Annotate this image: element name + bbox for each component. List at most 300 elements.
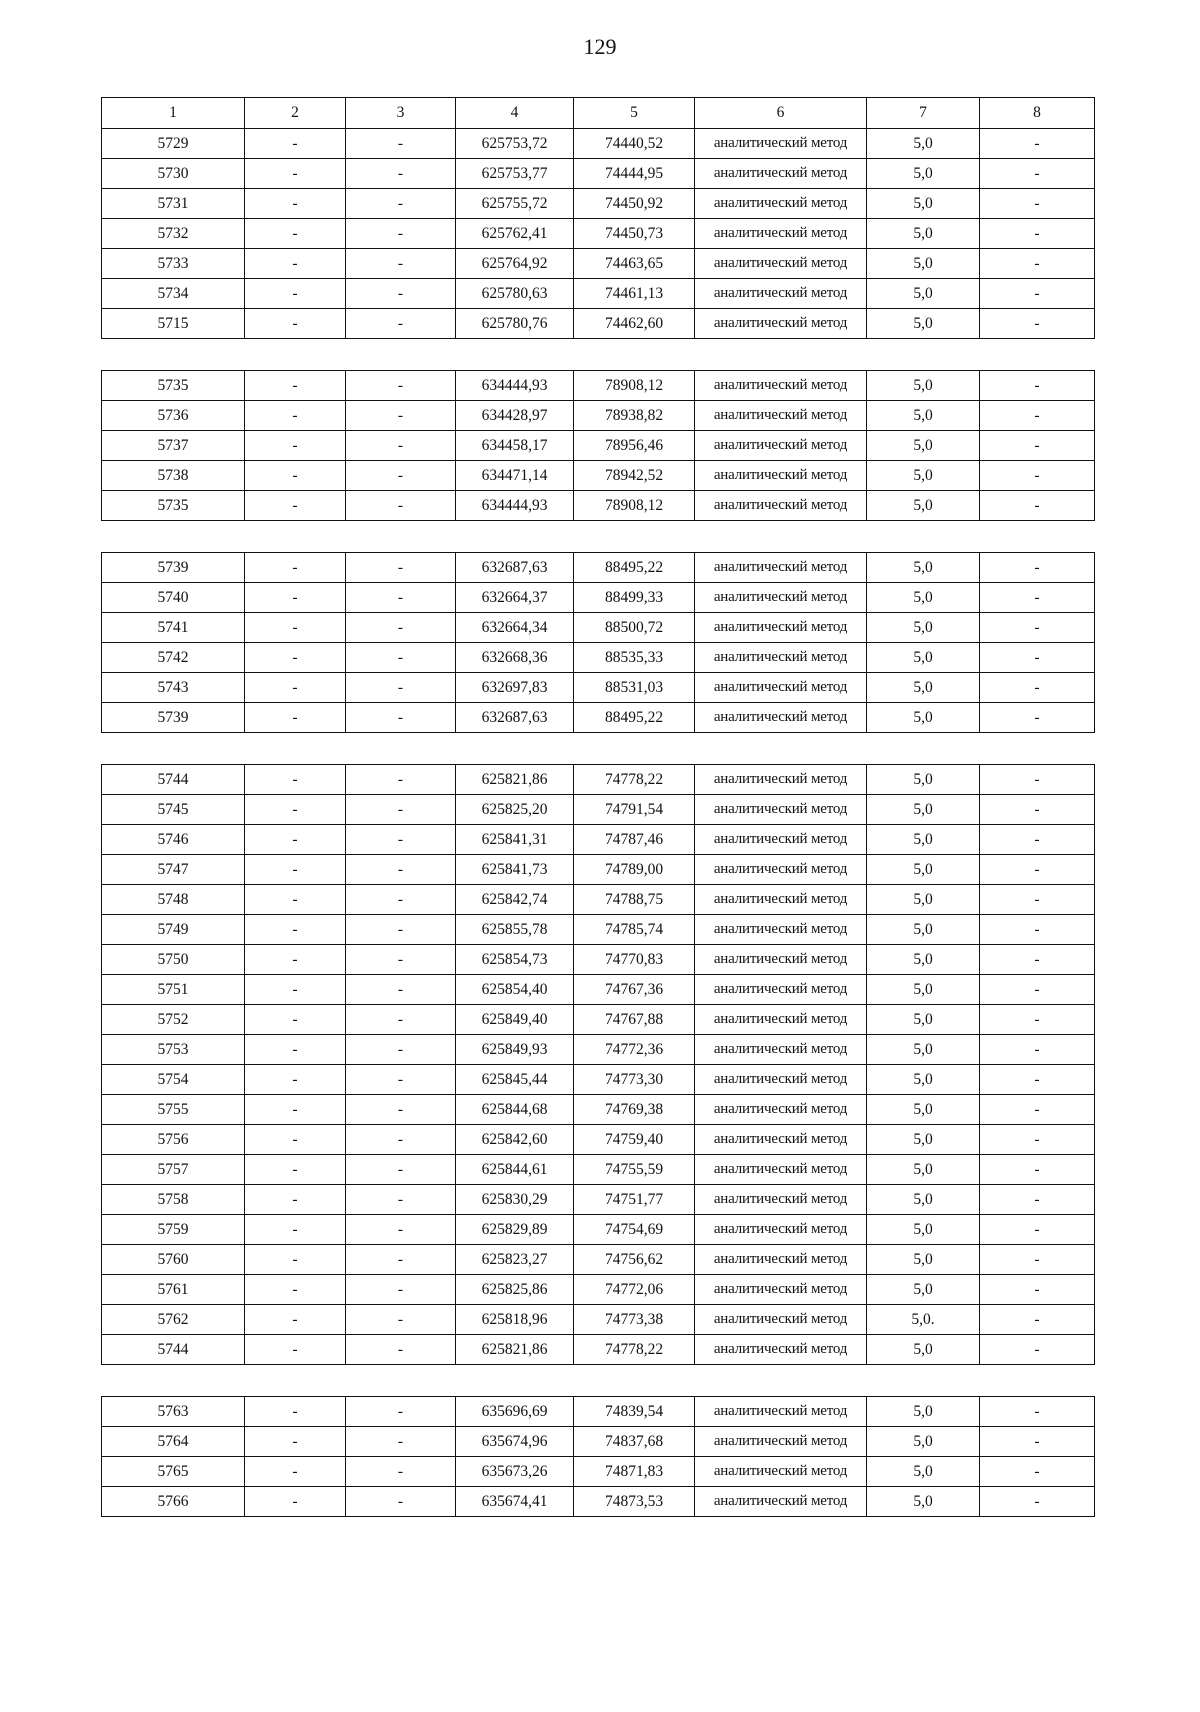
table-cell: аналитический метод xyxy=(695,159,867,189)
table-cell: - xyxy=(980,1335,1095,1365)
table-cell: 74839,54 xyxy=(574,1397,695,1427)
table-cell: - xyxy=(346,765,456,795)
table-cell: - xyxy=(346,855,456,885)
table-cell: 5,0 xyxy=(867,1397,980,1427)
coordinates-table xyxy=(101,370,1095,521)
table-row xyxy=(102,1397,1095,1427)
table-cell: - xyxy=(346,189,456,219)
table-cell: 625829,89 xyxy=(456,1215,574,1245)
table-cell: 5,0 xyxy=(867,915,980,945)
table-cell: 74772,06 xyxy=(574,1275,695,1305)
table-cell: - xyxy=(980,1457,1095,1487)
table-cell: аналитический метод xyxy=(695,461,867,491)
table-cell: 5730 xyxy=(102,159,245,189)
table-cell: - xyxy=(980,309,1095,339)
table-cell: - xyxy=(245,1035,346,1065)
table-cell: - xyxy=(245,1457,346,1487)
table-cell: аналитический метод xyxy=(695,975,867,1005)
table-cell: - xyxy=(245,401,346,431)
table-cell: 5,0 xyxy=(867,975,980,1005)
table-cell: 5761 xyxy=(102,1275,245,1305)
table-cell: - xyxy=(245,885,346,915)
table-cell: - xyxy=(245,643,346,673)
table-cell: аналитический метод xyxy=(695,1095,867,1125)
table-cell: 74767,88 xyxy=(574,1005,695,1035)
table-cell: - xyxy=(346,583,456,613)
table-cell: 5752 xyxy=(102,1005,245,1035)
table-cell: 632687,63 xyxy=(456,703,574,733)
table-cell: - xyxy=(346,431,456,461)
table-cell: 5,0 xyxy=(867,643,980,673)
table-cell: 632687,63 xyxy=(456,553,574,583)
table-cell: 74788,75 xyxy=(574,885,695,915)
table-cell: 5753 xyxy=(102,1035,245,1065)
table-cell: аналитический метод xyxy=(695,129,867,159)
table-cell: - xyxy=(346,1095,456,1125)
table-cell: 5,0 xyxy=(867,765,980,795)
table-cell: - xyxy=(980,1095,1095,1125)
table-cell: - xyxy=(980,825,1095,855)
table-cell: - xyxy=(980,855,1095,885)
table-cell: 634444,93 xyxy=(456,491,574,521)
table-cell: 634444,93 xyxy=(456,371,574,401)
table-cell: 5755 xyxy=(102,1095,245,1125)
table-cell: - xyxy=(245,553,346,583)
table-cell: 5738 xyxy=(102,461,245,491)
table-cell: аналитический метод xyxy=(695,1397,867,1427)
table-cell: - xyxy=(980,249,1095,279)
table-row xyxy=(102,1215,1095,1245)
table-cell: 5766 xyxy=(102,1487,245,1517)
table-cell: - xyxy=(346,1487,456,1517)
column-header: 3 xyxy=(346,98,456,129)
table-cell: - xyxy=(245,431,346,461)
table-cell: 625841,31 xyxy=(456,825,574,855)
table-cell: 5732 xyxy=(102,219,245,249)
table-cell: аналитический метод xyxy=(695,189,867,219)
table-cell: - xyxy=(980,795,1095,825)
table-cell: - xyxy=(980,371,1095,401)
table-row xyxy=(102,583,1095,613)
table-cell: 632697,83 xyxy=(456,673,574,703)
table-cell: - xyxy=(346,1035,456,1065)
table-cell: 5,0 xyxy=(867,401,980,431)
table-row xyxy=(102,613,1095,643)
table-cell: 74461,13 xyxy=(574,279,695,309)
table-cell: 634458,17 xyxy=(456,431,574,461)
table-cell: аналитический метод xyxy=(695,583,867,613)
table-cell: 5742 xyxy=(102,643,245,673)
table-row xyxy=(102,1185,1095,1215)
column-header: 2 xyxy=(245,98,346,129)
table-cell: 5735 xyxy=(102,491,245,521)
table-row xyxy=(102,1457,1095,1487)
table-row xyxy=(102,825,1095,855)
table-cell: 5,0 xyxy=(867,309,980,339)
table-cell: 74754,69 xyxy=(574,1215,695,1245)
table-cell: - xyxy=(346,643,456,673)
table-cell: 625842,60 xyxy=(456,1125,574,1155)
table-cell: 5,0 xyxy=(867,885,980,915)
column-header-row xyxy=(102,98,1095,129)
table-cell: - xyxy=(245,1095,346,1125)
table-row xyxy=(102,491,1095,521)
table-cell: 5734 xyxy=(102,279,245,309)
table-cell: - xyxy=(346,279,456,309)
table-cell: 5739 xyxy=(102,703,245,733)
table-cell: - xyxy=(980,279,1095,309)
table-cell: - xyxy=(980,1125,1095,1155)
table-cell: 5,0 xyxy=(867,129,980,159)
table-cell: 625753,72 xyxy=(456,129,574,159)
table-cell: 625855,78 xyxy=(456,915,574,945)
table-cell: - xyxy=(245,1427,346,1457)
table-row xyxy=(102,1305,1095,1335)
table-row xyxy=(102,129,1095,159)
table-cell: - xyxy=(245,1245,346,1275)
table-cell: 74871,83 xyxy=(574,1457,695,1487)
table-cell: 5,0 xyxy=(867,1245,980,1275)
table-cell: 5,0 xyxy=(867,945,980,975)
table-cell: 5,0 xyxy=(867,583,980,613)
table-row xyxy=(102,1125,1095,1155)
table-cell: - xyxy=(245,1155,346,1185)
column-header: 6 xyxy=(695,98,867,129)
coordinates-table xyxy=(101,552,1095,733)
table-cell: аналитический метод xyxy=(695,1215,867,1245)
table-cell: 5737 xyxy=(102,431,245,461)
table-cell: - xyxy=(980,1487,1095,1517)
table-cell: 78942,52 xyxy=(574,461,695,491)
table-cell: 74785,74 xyxy=(574,915,695,945)
table-cell: - xyxy=(245,249,346,279)
table-cell: 5731 xyxy=(102,189,245,219)
table-cell: - xyxy=(346,219,456,249)
table-cell: - xyxy=(245,1125,346,1155)
table-cell: аналитический метод xyxy=(695,855,867,885)
table-cell: 5749 xyxy=(102,915,245,945)
table-cell: - xyxy=(245,915,346,945)
table-cell: 5751 xyxy=(102,975,245,1005)
table-cell: 5,0 xyxy=(867,553,980,583)
table-cell: аналитический метод xyxy=(695,1305,867,1335)
table-cell: аналитический метод xyxy=(695,491,867,521)
table-cell: 625849,93 xyxy=(456,1035,574,1065)
table-row xyxy=(102,249,1095,279)
table-cell: 625818,96 xyxy=(456,1305,574,1335)
table-cell: - xyxy=(346,1155,456,1185)
table-cell: 88495,22 xyxy=(574,703,695,733)
table-cell: - xyxy=(245,309,346,339)
table-cell: 5744 xyxy=(102,765,245,795)
table-cell: - xyxy=(346,1305,456,1335)
table-cell: - xyxy=(245,1215,346,1245)
table-cell: 625821,86 xyxy=(456,1335,574,1365)
table-cell: 74773,38 xyxy=(574,1305,695,1335)
table-cell: - xyxy=(245,491,346,521)
table-cell: 5,0 xyxy=(867,1275,980,1305)
table-cell: - xyxy=(245,1005,346,1035)
table-cell: 5,0 xyxy=(867,431,980,461)
table-cell: аналитический метод xyxy=(695,249,867,279)
table-cell: аналитический метод xyxy=(695,885,867,915)
table-cell: 5763 xyxy=(102,1397,245,1427)
table-cell: 5,0 xyxy=(867,1065,980,1095)
table-cell: 5759 xyxy=(102,1215,245,1245)
table-row xyxy=(102,1155,1095,1185)
table-cell: - xyxy=(980,491,1095,521)
table-cell: 74778,22 xyxy=(574,765,695,795)
table-cell: аналитический метод xyxy=(695,945,867,975)
table-cell: 5,0 xyxy=(867,249,980,279)
table-cell: - xyxy=(245,219,346,249)
table-cell: аналитический метод xyxy=(695,1245,867,1275)
table-cell: 5,0 xyxy=(867,1487,980,1517)
table-cell: 74773,30 xyxy=(574,1065,695,1095)
table-cell: 74789,00 xyxy=(574,855,695,885)
table-cell: - xyxy=(980,189,1095,219)
column-header: 5 xyxy=(574,98,695,129)
table-cell: 625780,76 xyxy=(456,309,574,339)
table-cell: 74778,22 xyxy=(574,1335,695,1365)
table-cell: - xyxy=(245,461,346,491)
table-cell: 74791,54 xyxy=(574,795,695,825)
table-cell: аналитический метод xyxy=(695,1487,867,1517)
table-cell: - xyxy=(245,1305,346,1335)
table-cell: 5764 xyxy=(102,1427,245,1457)
table-row xyxy=(102,1065,1095,1095)
table-row xyxy=(102,1245,1095,1275)
column-header: 7 xyxy=(867,98,980,129)
table-cell: аналитический метод xyxy=(695,401,867,431)
table-cell: 5,0 xyxy=(867,613,980,643)
coordinates-table xyxy=(101,764,1095,1365)
table-cell: 5748 xyxy=(102,885,245,915)
table-cell: - xyxy=(346,1125,456,1155)
table-cell: 5,0 xyxy=(867,189,980,219)
table-cell: - xyxy=(980,915,1095,945)
table-cell: - xyxy=(980,945,1095,975)
table-row xyxy=(102,1275,1095,1305)
table-cell: - xyxy=(245,945,346,975)
table-cell: аналитический метод xyxy=(695,643,867,673)
table-row xyxy=(102,553,1095,583)
table-cell: - xyxy=(346,1005,456,1035)
table-cell: аналитический метод xyxy=(695,1035,867,1065)
table-cell: 625755,72 xyxy=(456,189,574,219)
table-cell: - xyxy=(980,1397,1095,1427)
table-cell: - xyxy=(346,249,456,279)
table-cell: - xyxy=(980,1065,1095,1095)
table-cell: - xyxy=(980,219,1095,249)
table-cell: - xyxy=(346,129,456,159)
table-cell: 625780,63 xyxy=(456,279,574,309)
table-cell: 88499,33 xyxy=(574,583,695,613)
table-cell: - xyxy=(980,583,1095,613)
table-cell: 74837,68 xyxy=(574,1427,695,1457)
table-cell: - xyxy=(245,673,346,703)
table-row xyxy=(102,279,1095,309)
table-cell: - xyxy=(980,613,1095,643)
table-cell: - xyxy=(245,159,346,189)
table-cell: - xyxy=(980,159,1095,189)
table-cell: 88495,22 xyxy=(574,553,695,583)
table-row xyxy=(102,461,1095,491)
table-cell: 5715 xyxy=(102,309,245,339)
table-cell: - xyxy=(346,613,456,643)
table-cell: аналитический метод xyxy=(695,309,867,339)
table-cell: - xyxy=(346,1185,456,1215)
table-row xyxy=(102,673,1095,703)
table-row xyxy=(102,795,1095,825)
table-cell: - xyxy=(346,1065,456,1095)
table-cell: 5750 xyxy=(102,945,245,975)
table-row xyxy=(102,885,1095,915)
table-row xyxy=(102,1487,1095,1517)
table-cell: 5757 xyxy=(102,1155,245,1185)
table-cell: 632664,37 xyxy=(456,583,574,613)
table-cell: - xyxy=(346,401,456,431)
table-cell: 5743 xyxy=(102,673,245,703)
table-cell: - xyxy=(245,189,346,219)
table-row xyxy=(102,1035,1095,1065)
table-cell: 88531,03 xyxy=(574,673,695,703)
table-cell: 5747 xyxy=(102,855,245,885)
table-cell: - xyxy=(245,279,346,309)
table-cell: аналитический метод xyxy=(695,1427,867,1457)
table-cell: 625825,86 xyxy=(456,1275,574,1305)
table-cell: - xyxy=(245,583,346,613)
table-cell: - xyxy=(346,915,456,945)
table-cell: - xyxy=(245,1065,346,1095)
table-row xyxy=(102,401,1095,431)
column-header: 8 xyxy=(980,98,1095,129)
table-cell: 625842,74 xyxy=(456,885,574,915)
table-cell: - xyxy=(980,431,1095,461)
table-row xyxy=(102,915,1095,945)
table-cell: 5,0 xyxy=(867,159,980,189)
table-cell: аналитический метод xyxy=(695,279,867,309)
table-cell: 5744 xyxy=(102,1335,245,1365)
table-cell: - xyxy=(980,643,1095,673)
table-cell: - xyxy=(980,461,1095,491)
table-cell: 74450,73 xyxy=(574,219,695,249)
table-cell: 634428,97 xyxy=(456,401,574,431)
table-cell: 5741 xyxy=(102,613,245,643)
coordinates-table xyxy=(101,97,1095,339)
table-cell: аналитический метод xyxy=(695,703,867,733)
table-row xyxy=(102,1095,1095,1125)
table-row xyxy=(102,765,1095,795)
table-cell: 5,0 xyxy=(867,795,980,825)
table-cell: 5,0 xyxy=(867,1457,980,1487)
table-cell: 5762 xyxy=(102,1305,245,1335)
table-cell: - xyxy=(245,795,346,825)
table-cell: - xyxy=(980,1305,1095,1335)
table-cell: 88535,33 xyxy=(574,643,695,673)
table-cell: 5,0 xyxy=(867,855,980,885)
table-cell: - xyxy=(346,1335,456,1365)
table-cell: 635696,69 xyxy=(456,1397,574,1427)
table-cell: - xyxy=(980,673,1095,703)
table-cell: - xyxy=(346,1245,456,1275)
table-row xyxy=(102,1335,1095,1365)
table-cell: - xyxy=(980,1155,1095,1185)
table-cell: - xyxy=(346,1275,456,1305)
table-row xyxy=(102,643,1095,673)
table-cell: 5,0 xyxy=(867,825,980,855)
table-cell: аналитический метод xyxy=(695,1275,867,1305)
table-row xyxy=(102,855,1095,885)
table-cell: 78908,12 xyxy=(574,491,695,521)
table-cell: 625854,40 xyxy=(456,975,574,1005)
table-cell: - xyxy=(245,1185,346,1215)
table-cell: 74770,83 xyxy=(574,945,695,975)
table-cell: - xyxy=(980,975,1095,1005)
table-cell: - xyxy=(245,1335,346,1365)
coordinates-table xyxy=(101,1396,1095,1517)
table-cell: 5,0. xyxy=(867,1305,980,1335)
table-cell: 74463,65 xyxy=(574,249,695,279)
table-cell: - xyxy=(346,159,456,189)
table-cell: - xyxy=(980,1185,1095,1215)
table-cell: 5733 xyxy=(102,249,245,279)
table-row xyxy=(102,309,1095,339)
table-cell: 78908,12 xyxy=(574,371,695,401)
table-cell: аналитический метод xyxy=(695,1335,867,1365)
table-cell: - xyxy=(245,1275,346,1305)
table-cell: - xyxy=(245,129,346,159)
table-cell: - xyxy=(346,553,456,583)
table-cell: 5,0 xyxy=(867,371,980,401)
table-cell: 625849,40 xyxy=(456,1005,574,1035)
table-cell: 632664,34 xyxy=(456,613,574,643)
table-cell: - xyxy=(346,1457,456,1487)
table-cell: - xyxy=(980,1275,1095,1305)
table-cell: аналитический метод xyxy=(695,795,867,825)
table-cell: 625821,86 xyxy=(456,765,574,795)
table-cell: 625825,20 xyxy=(456,795,574,825)
table-cell: 5,0 xyxy=(867,491,980,521)
table-cell: 625841,73 xyxy=(456,855,574,885)
table-cell: 5,0 xyxy=(867,1427,980,1457)
table-cell: аналитический метод xyxy=(695,431,867,461)
table-cell: аналитический метод xyxy=(695,371,867,401)
table-cell: 78956,46 xyxy=(574,431,695,461)
table-cell: 625764,92 xyxy=(456,249,574,279)
table-cell: - xyxy=(980,1005,1095,1035)
table-cell: 635674,41 xyxy=(456,1487,574,1517)
table-cell: 5739 xyxy=(102,553,245,583)
table-cell: 74462,60 xyxy=(574,309,695,339)
table-cell: 5735 xyxy=(102,371,245,401)
table-cell: 74772,36 xyxy=(574,1035,695,1065)
table-cell: 625762,41 xyxy=(456,219,574,249)
table-cell: 74756,62 xyxy=(574,1245,695,1275)
table-cell: 88500,72 xyxy=(574,613,695,643)
table-cell: - xyxy=(980,1427,1095,1457)
table-cell: 5740 xyxy=(102,583,245,613)
table-cell: 5754 xyxy=(102,1065,245,1095)
table-cell: аналитический метод xyxy=(695,613,867,643)
page-number: 129 xyxy=(583,34,617,59)
table-cell: 5,0 xyxy=(867,1125,980,1155)
table-cell: 625830,29 xyxy=(456,1185,574,1215)
table-cell: 5760 xyxy=(102,1245,245,1275)
table-cell: - xyxy=(980,1035,1095,1065)
coordinates-tables xyxy=(101,97,1094,1548)
table-cell: 5,0 xyxy=(867,673,980,703)
